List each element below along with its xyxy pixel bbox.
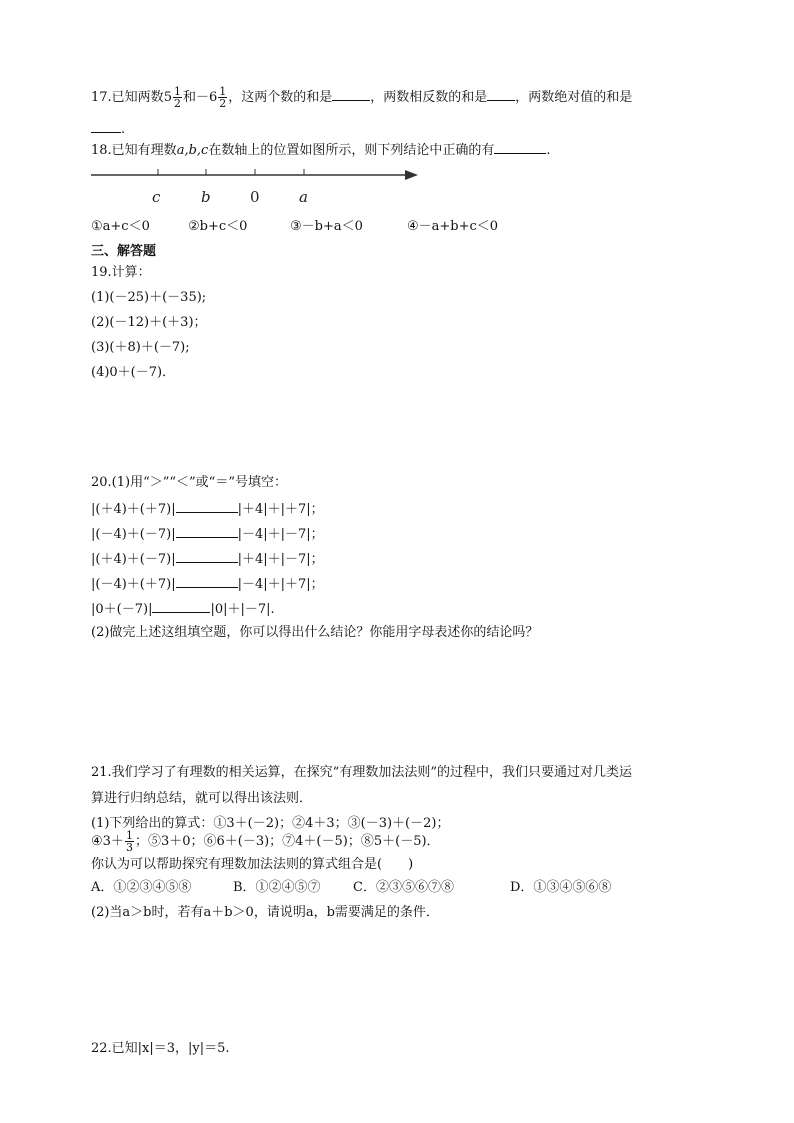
q17-frac1-num: 1 [173,85,181,98]
q21-part2: (2)当a＞b时，若有a＋b＞0，请说明a，b需要满足的条件． [91,905,439,920]
q20-row-2-blank[interactable] [176,525,238,538]
q18-end: . [546,143,551,158]
q21-line-3: (1)下列给出的算式：①3＋(－2)；②4＋3；③(－3)＋(－2)； [91,816,450,831]
q21-line-4-post: ；⑤3＋0；⑥6＋(－3)；⑦4＋(－5)；⑧5＋(－5)． [134,834,440,849]
number-line-arrow [405,170,418,180]
q17-line [91,86,632,109]
q17-prefix: 17.已知两数 [91,90,164,105]
q17-text-a: ，这两个数的和是 [228,90,333,105]
q20-row-5-left: |0＋(－7)| [91,602,153,617]
q20-row-4-right: |－4|＋|＋7|； [237,577,324,592]
q20-row-4-left: |(－4)＋(＋7)| [91,577,176,592]
q17-line-2 [91,120,125,139]
axis-label-b: b [201,188,211,206]
q20-row-1-right: |＋4|＋|＋7|； [237,502,324,517]
q20-row-4-blank[interactable] [176,575,238,588]
q17-end: . [121,122,126,137]
q18-option-2: ②b+c＜0 [188,219,248,234]
q17-frac2-den: 2 [219,97,227,110]
q18-text: 18.已知有理数 [91,143,177,158]
q21-line-4-pre: ④3＋ [91,834,124,849]
q17-frac2-num: 1 [219,85,227,98]
q17-fraction-2 [218,86,227,109]
q19-item-2: (2)(－12)＋(＋3)； [91,315,207,330]
q20-row-5-right: |0|＋|－7|. [210,602,275,617]
q21-line-1: 21.我们学习了有理数的相关运算，在探究“有理数加法法则”的过程中，我们只要通过对几类运 [91,765,632,780]
q21-frac-den: 3 [125,841,133,854]
q19-item-1: (1)(－25)＋(－35); [91,290,207,305]
q17-fraction-1 [173,86,182,109]
q17-mid: 和－6 [182,90,218,105]
q20-row-2 [91,525,324,544]
q22-line: 22.已知|x|＝3，|y|＝5. [91,1041,230,1056]
q19-item-4: (4)0＋(－7)． [91,365,176,380]
q20-row-5-blank[interactable] [152,600,210,613]
axis-label-0: 0 [250,188,260,206]
q19-title: 19.计算： [91,265,151,280]
q17-text-b: ，两数相反数的和是 [370,90,488,105]
number-line [88,162,424,212]
q20-row-3-left: |(＋4)＋(－7)| [91,552,176,567]
q20-row-2-left: |(－4)＋(－7)| [91,527,176,542]
q20-row-2-right: |－4|＋|－7|； [237,527,324,542]
q20-row-3-blank[interactable] [176,550,238,563]
q18-vars: a,b,c [176,143,209,158]
q18-option-1: ①a+c＜0 [91,219,150,234]
q20-row-1-left: |(＋4)＋(＋7)| [91,502,176,517]
q21-frac-num: 1 [125,829,133,842]
q20-row-5 [91,600,275,619]
q18-text2: 在数轴上的位置如图所示，则下列结论中正确的有 [208,143,495,158]
q18-option-4: ④－a+b+c＜0 [407,219,499,234]
q21-fraction [125,830,134,853]
q17-blank-2[interactable] [487,88,515,101]
axis-label-c: c [152,188,161,206]
q21-option-c[interactable]: C．②③⑤⑥⑦⑧ [353,880,454,895]
q20-row-3 [91,550,324,569]
q19-item-3: (3)(＋8)＋(－7); [91,340,190,355]
q17-frac1-den: 2 [173,97,181,110]
q21-option-d[interactable]: D．①③④⑤⑥⑧ [510,880,612,895]
q20-row-3-right: |＋4|＋|－7|； [237,552,324,567]
q20-part2: (2)做完上述这组填空题，你可以得出什么结论？你能用字母表述你的结论吗？ [91,625,539,640]
q20-row-4 [91,575,324,594]
q18-line [91,141,550,160]
q20-title: 20.(1)用“＞”“＜”或“＝”号填空： [91,475,287,490]
q18-blank[interactable] [494,141,546,154]
q17-blank-1[interactable] [332,88,370,101]
axis-label-a: a [299,188,308,206]
q20-row-1-blank[interactable] [176,500,238,513]
q21-option-a[interactable]: A．①②③④⑤⑧ [91,880,192,895]
q17-num1-whole: 5 [163,90,172,105]
q21-option-b[interactable]: B．①②④⑤⑦ [233,880,321,895]
q21-line-2: 算进行归纳总结，就可以得出该法则． [91,791,313,806]
q21-line-5: 你认为可以帮助探究有理数加法法则的算式组合是( ) [91,857,414,872]
section-heading: 三、解答题 [91,244,157,259]
q17-text-c: ，两数绝对值的和是 [515,90,633,105]
q18-option-3: ③－b+a＜0 [290,219,363,234]
q20-row-1 [91,500,324,519]
q17-blank-3[interactable] [91,120,121,133]
